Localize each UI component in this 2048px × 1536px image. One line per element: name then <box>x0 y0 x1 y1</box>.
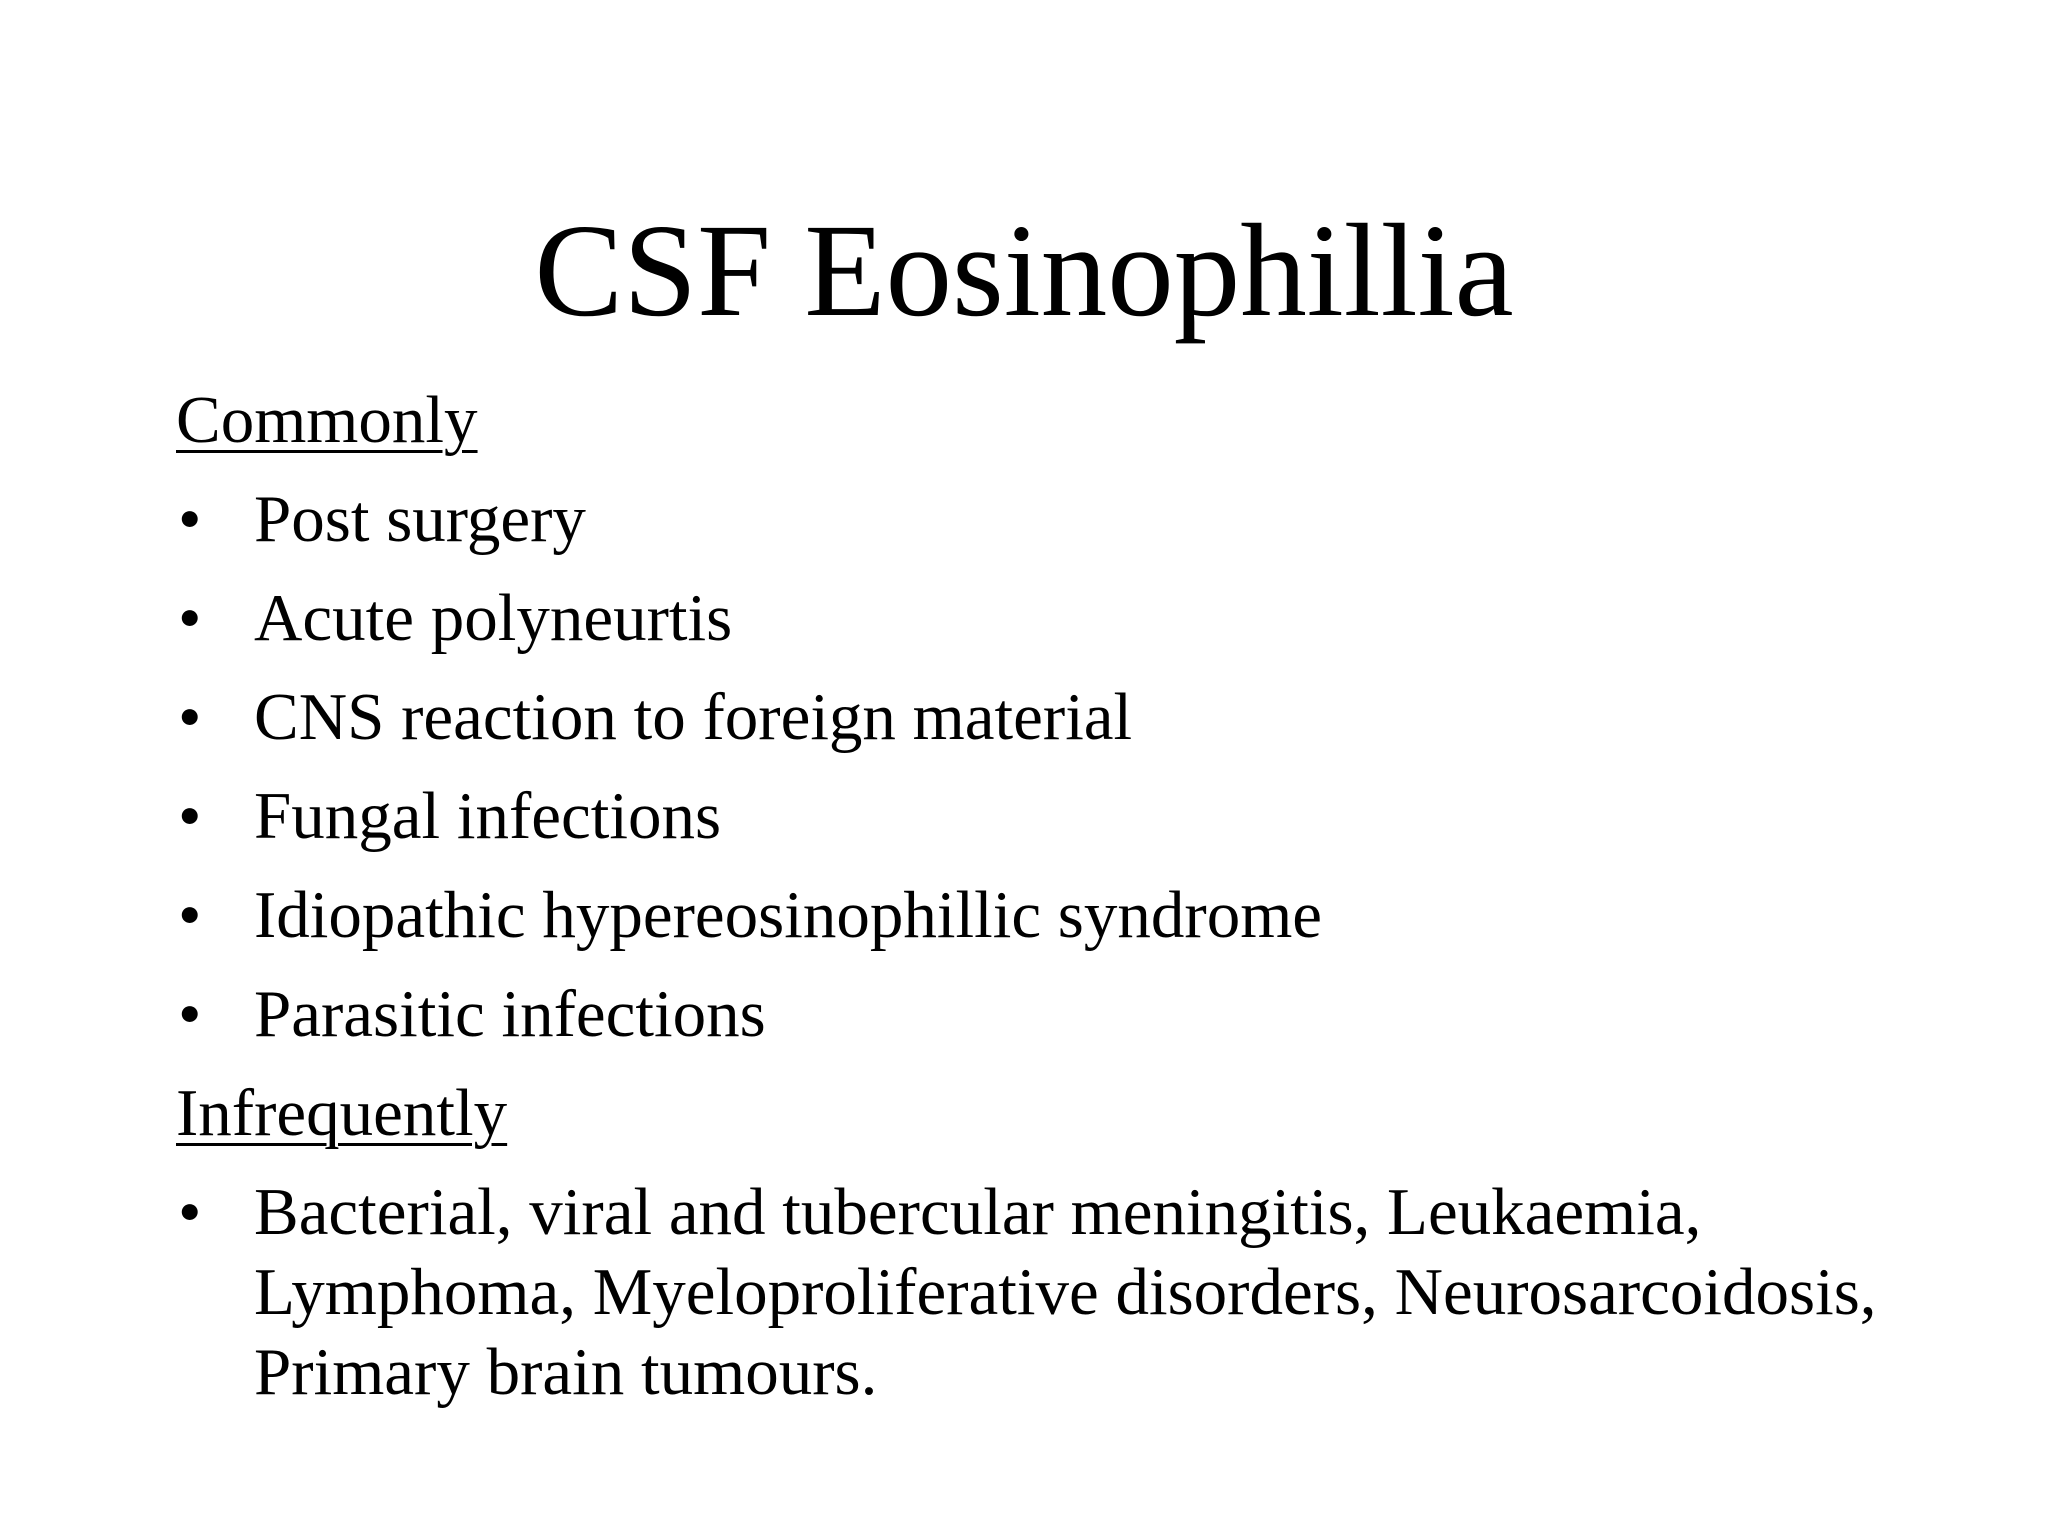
list-item <box>176 1172 1956 1412</box>
bullet-icon: • <box>178 779 202 853</box>
list-item-text: Parasitic infections <box>254 977 766 1051</box>
list-item-text: Bacterial, viral and tubercular meningitis, Leukaemia, Lymphoma, Myeloproliferative disorders, Neurosarcoidosis, Primary brain tumours. <box>254 1175 1877 1409</box>
section-heading-infrequently: Infrequently <box>176 1076 508 1150</box>
list-item <box>176 479 1956 578</box>
slide-content <box>176 380 1956 1412</box>
list-item-text: Idiopathic hypereosinophillic syndrome <box>254 878 1323 952</box>
bullet-icon: • <box>178 680 202 754</box>
list-item-text: Post surgery <box>254 482 586 556</box>
slide-title: CSF Eosinophillia <box>534 196 1514 344</box>
commonly-list <box>176 479 1956 1073</box>
list-item-text: CNS reaction to foreign material <box>254 680 1133 754</box>
bullet-icon: • <box>178 977 202 1051</box>
bullet-icon: • <box>178 878 202 952</box>
list-item-text: Acute polyneurtis <box>254 581 733 655</box>
bullet-icon: • <box>178 581 202 655</box>
list-item <box>176 776 1956 875</box>
infrequently-list <box>176 1172 1956 1412</box>
section-heading-commonly: Commonly <box>176 383 478 457</box>
list-item <box>176 578 1956 677</box>
list-item <box>176 974 1956 1073</box>
list-item-text: Fungal infections <box>254 779 722 853</box>
bullet-icon: • <box>178 1175 202 1249</box>
list-item <box>176 875 1956 974</box>
bullet-icon: • <box>178 482 202 556</box>
list-item <box>176 677 1956 776</box>
